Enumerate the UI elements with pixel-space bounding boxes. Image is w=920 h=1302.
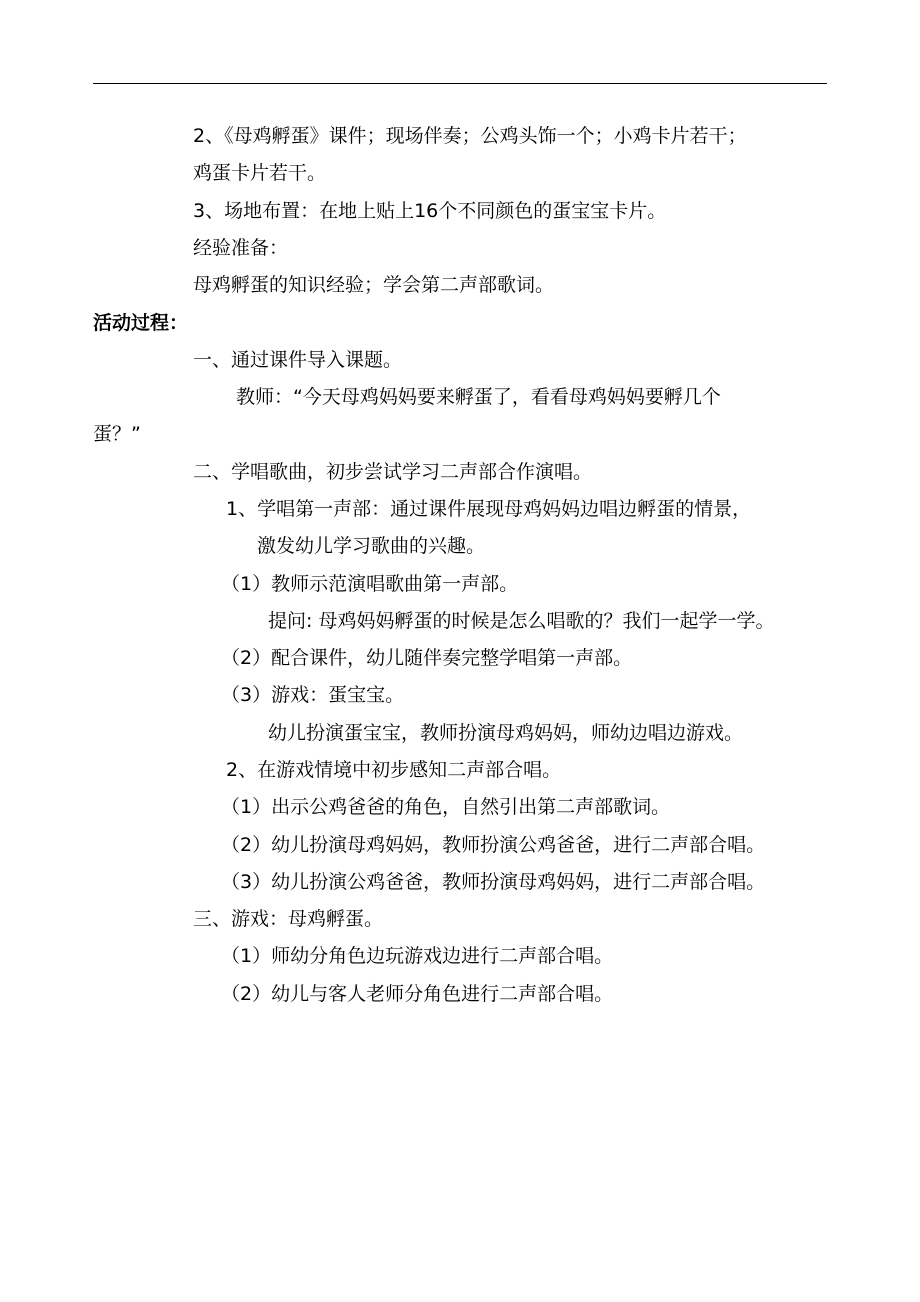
section-3-title: 三、游戏：母鸡孵蛋。 <box>193 908 384 930</box>
step-2-1-3: （3）游戏：蛋宝宝。 <box>221 684 405 706</box>
step-2-1-1: （1）教师示范演唱歌曲第一声部。 <box>221 573 519 595</box>
subsection-2-1: 1、学唱第一声部：通过课件展现母鸡妈妈边唱边孵蛋的情景， <box>226 498 752 520</box>
step-2-2-2: （2）幼儿扮演母鸡妈妈，教师扮演公鸡爸爸，进行二声部合唱。 <box>221 834 766 856</box>
step-2-2-3: （3）幼儿扮演公鸡爸爸，教师扮演母鸡妈妈，进行二声部合唱。 <box>221 871 766 893</box>
step-2-2-1: （1）出示公鸡爸爸的角色，自然引出第二声部歌词。 <box>221 796 671 818</box>
section-2-title: 二、学唱歌曲，初步尝试学习二声部合作演唱。 <box>193 461 593 483</box>
material-item-2: 2、《母鸡孵蛋》课件；现场伴奏；公鸡头饰一个；小鸡卡片若干； <box>193 125 747 147</box>
experience-prep-heading: 经验准备： <box>193 237 289 259</box>
header-rule <box>93 83 827 84</box>
subsection-2-1-continued: 激发幼儿学习歌曲的兴趣。 <box>257 535 486 557</box>
material-item-3: 3、场地布置：在地上贴上16个不同颜色的蛋宝宝卡片。 <box>193 200 667 222</box>
subsection-2-2: 2、在游戏情境中初步感知二声部合唱。 <box>226 759 562 781</box>
experience-prep-text: 母鸡孵蛋的知识经验；学会第二声部歌词。 <box>193 274 555 296</box>
step-2-1-3-detail: 幼儿扮演蛋宝宝，教师扮演母鸡妈妈，师幼边唱边游戏。 <box>268 722 744 744</box>
activity-process-heading: 活动过程： <box>93 312 189 334</box>
material-item-2-continued: 鸡蛋卡片若干。 <box>193 162 327 184</box>
section-1-title: 一、通过课件导入课题。 <box>193 349 403 371</box>
step-2-1-1-question: 提问: 母鸡妈妈孵蛋的时候是怎么唱歌的？我们一起学一学。 <box>268 610 775 632</box>
step-3-1: （1）师幼分角色边玩游戏边进行二声部合唱。 <box>221 945 614 967</box>
teacher-quote-continued: 蛋？” <box>93 423 141 445</box>
step-2-1-2: （2）配合课件，幼儿随伴奏完整学唱第一声部。 <box>221 647 633 669</box>
teacher-quote: 教师：“今天母鸡妈妈要来孵蛋了，看看母鸡妈妈要孵几个 <box>236 386 721 408</box>
step-3-2: （2）幼儿与客人老师分角色进行二声部合唱。 <box>221 983 614 1005</box>
